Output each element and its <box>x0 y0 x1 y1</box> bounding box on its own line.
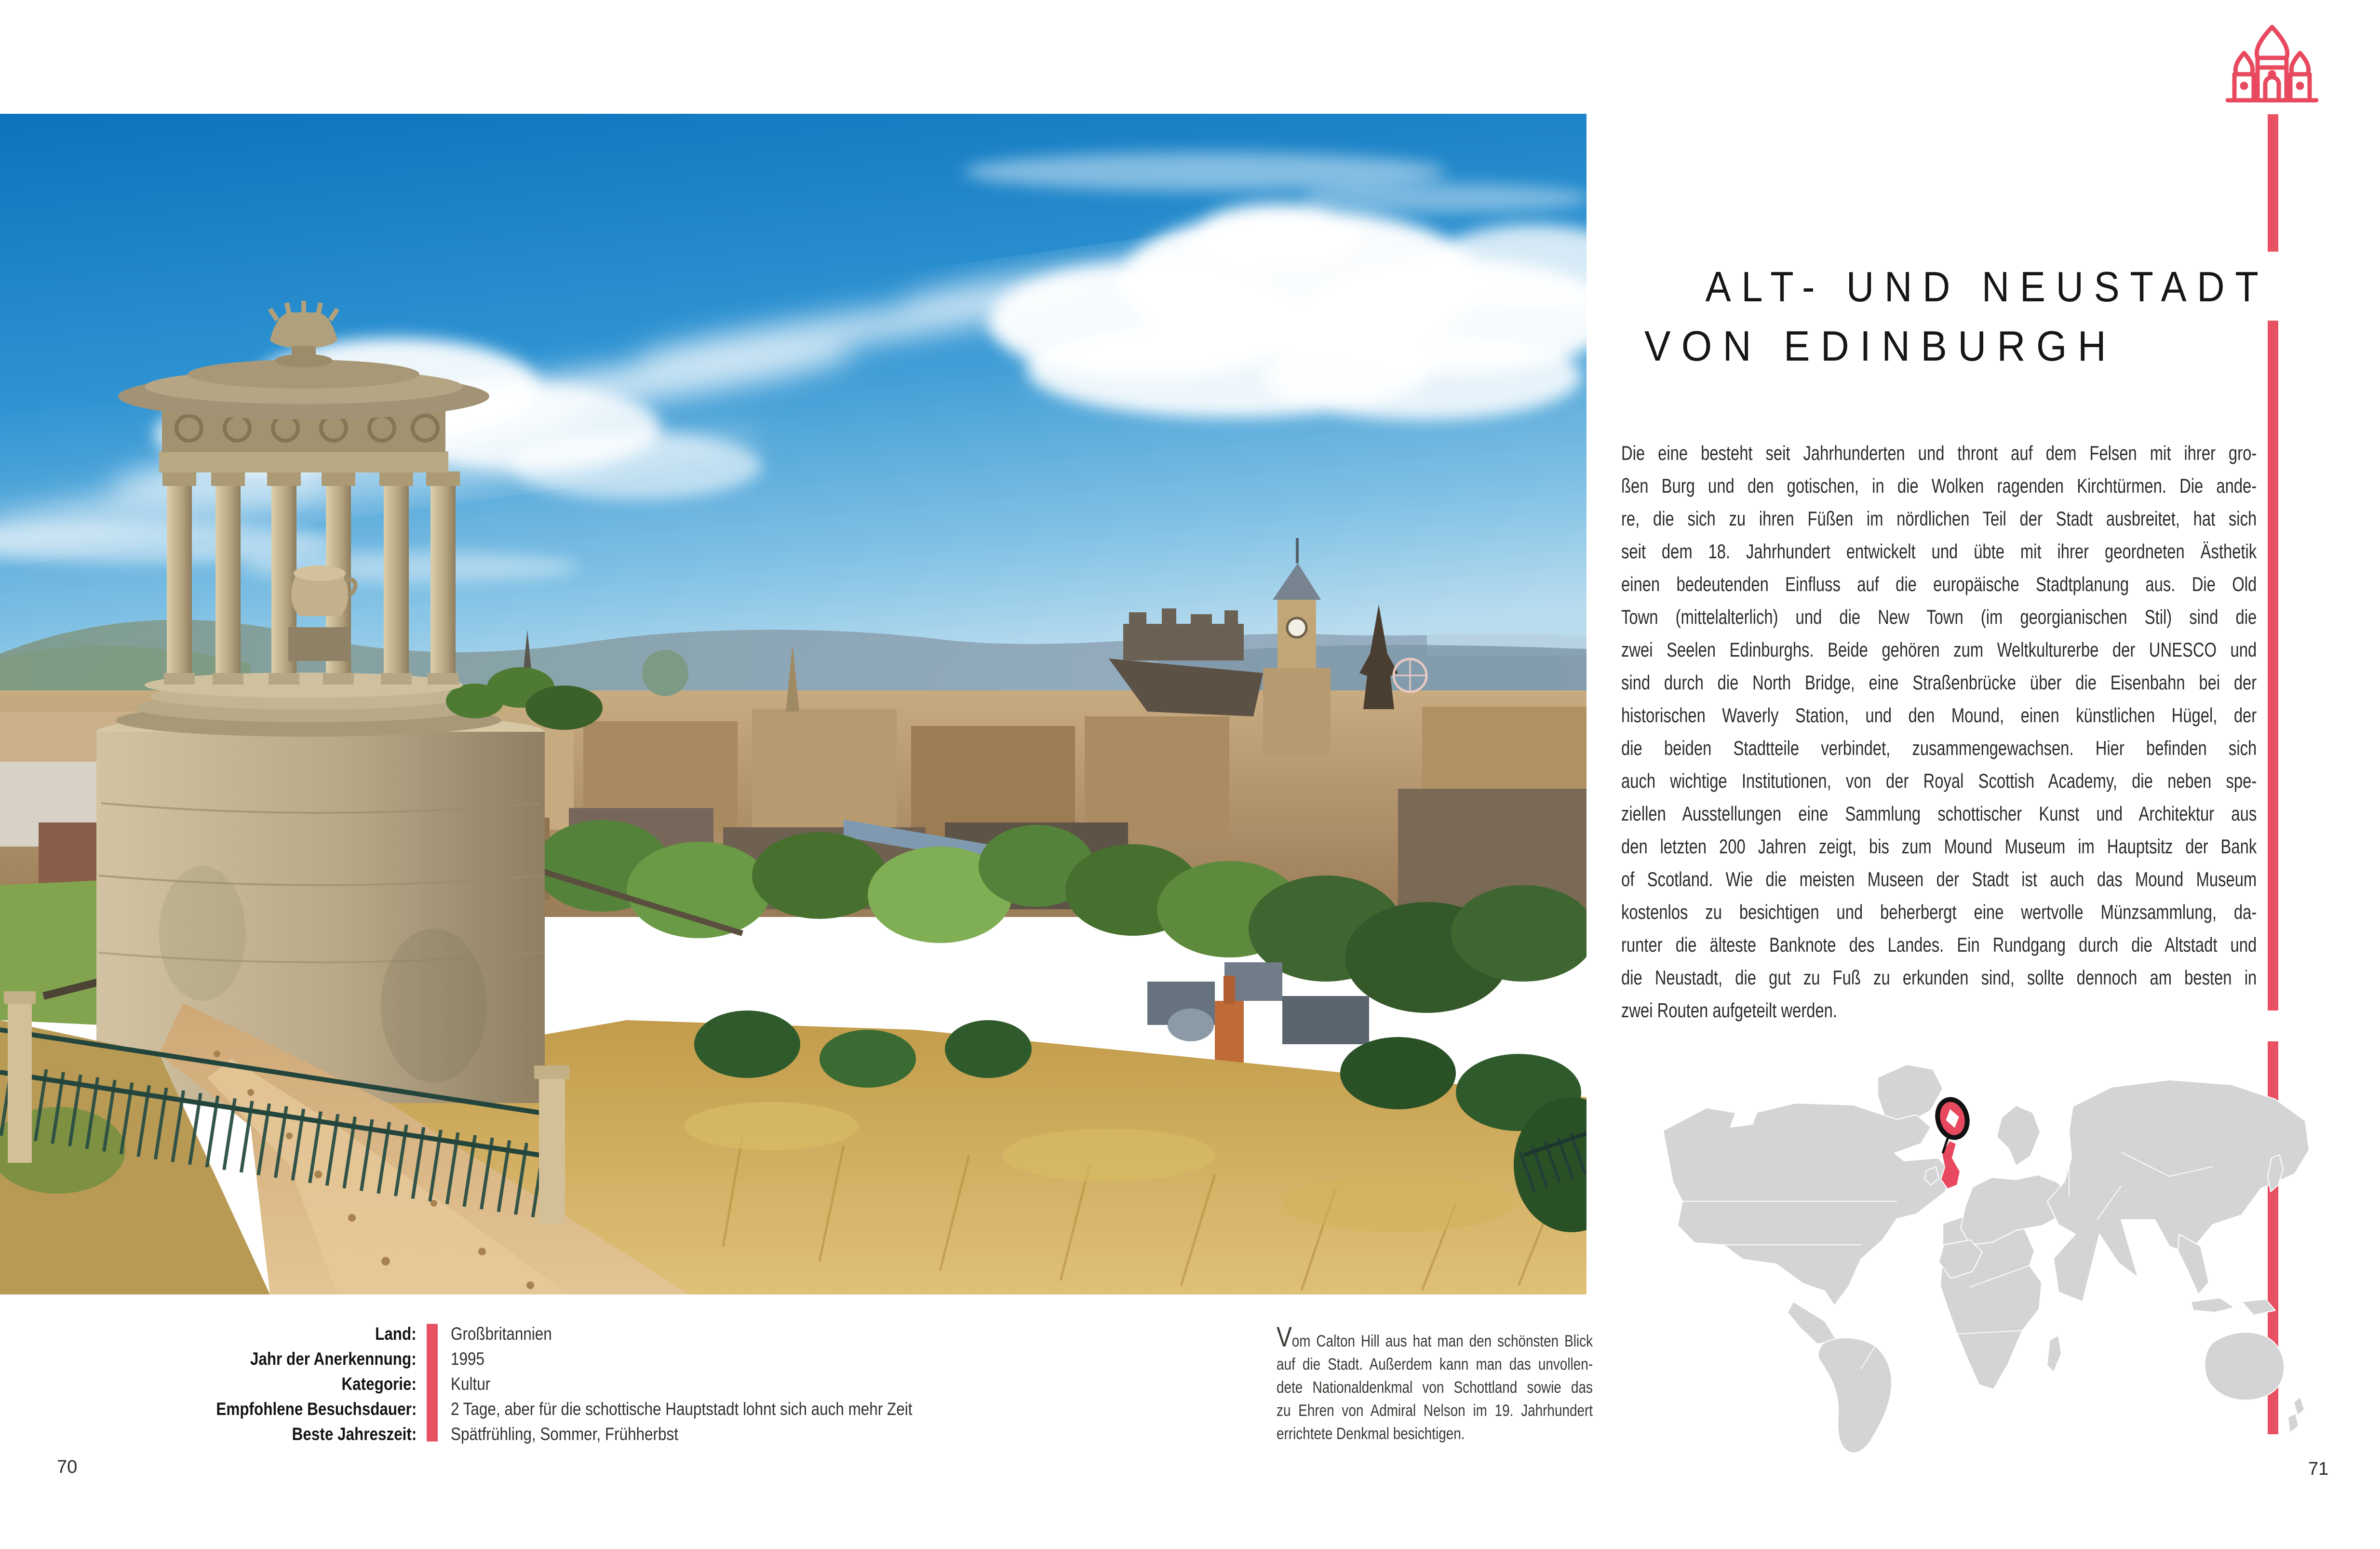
article-line: re, die sich zu ihren Füßen im nördlichen Teil der Stadt ausbreitet, hat sich <box>1621 507 2257 530</box>
article-line: die Neustadt, die gut zu Fuß zu erkunden sind, sollte dennoch am besten in <box>1621 966 2257 989</box>
article-line: den letzten 200 Jahren zeigt, bis zum Mound Museum im Hauptsitz der Bank <box>1621 835 2257 858</box>
article-line: auch wichtige Institutionen, von der Royal Scottish Academy, die neben spe- <box>1621 769 2257 792</box>
orthodox-cathedral-icon <box>2224 23 2320 110</box>
edinburgh-photo <box>0 114 1587 1294</box>
green-dome <box>642 650 688 696</box>
fact-value: Spätfrühling, Sommer, Frühherbst <box>451 1424 678 1444</box>
article-line: historischen Waverly Station, und den Mound, einen künstlichen Hügel, der <box>1621 704 2257 727</box>
article-line: ßen Burg und den gotischen, in die Wolken ragenden Kirchtürmen. Die ande- <box>1621 474 2257 497</box>
article-line: Die eine besteht seit Jahrhunderten und thront auf dem Felsen mit ihrer gro- <box>1621 442 2257 464</box>
article-line: einen bedeutenden Einfluss auf die europäische Stadtplanung aus. Die Old <box>1621 573 2257 595</box>
fact-row <box>0 1347 994 1372</box>
stone-post <box>8 999 32 1163</box>
stone-post <box>539 1074 565 1224</box>
photo-caption <box>1277 1321 1593 1445</box>
article-line: Town (mittelalterlich) und die New Town (im georgianischen Stil) sind die <box>1621 606 2257 628</box>
article-body <box>1621 437 2257 1027</box>
dropcap-letter: V <box>1277 1321 1292 1353</box>
article-line: of Scotland. Wie die meisten Museen der Stadt ist auch das Mound Museum <box>1621 868 2257 890</box>
caption-line: dete Nationaldenkmal von Schottland sowie das <box>1277 1378 1593 1397</box>
article-line: runter die älteste Banknote des Landes. Ein Rundgang durch die Altstadt und <box>1621 933 2257 956</box>
accent-bar-middle <box>2268 321 2278 1010</box>
caption-line: errichtete Denkmal besichtigen. <box>1277 1425 1465 1443</box>
article-line: zwei Routen aufgeteilt werden. <box>1621 999 1837 1022</box>
accent-bar-top <box>2268 114 2278 252</box>
fact-label: Land: <box>375 1324 417 1344</box>
article-line: die beiden Stadtteile verbindet, zusammengewachsen. Hier befinden sich <box>1621 737 2257 759</box>
continents <box>1663 1064 2309 1453</box>
fact-row <box>0 1372 994 1397</box>
fact-value: 1995 <box>451 1349 484 1369</box>
facts-block <box>0 1321 994 1447</box>
world-map <box>1634 1032 2314 1456</box>
article-line: zwei Seelen Edinburghs. Beide gehören zum Weltkulturerbe der UNESCO und <box>1621 638 2257 661</box>
fact-label: Empfohlene Besuchsdauer: <box>216 1399 417 1419</box>
fact-row <box>0 1321 994 1347</box>
page-number-left: 70 <box>57 1457 78 1477</box>
fact-value: Kultur <box>451 1374 491 1394</box>
page-number-right: 71 <box>2308 1459 2329 1479</box>
fact-label: Beste Jahreszeit: <box>292 1424 417 1444</box>
ferris-wheel <box>1394 659 1426 692</box>
article-line: sind durch die North Bridge, eine Straßenbrücke über die Eisenbahn bei der <box>1621 671 2257 694</box>
caption-line: zu Ehren von Admiral Nelson im 19. Jahrhundert <box>1277 1401 1593 1420</box>
fact-value: Großbritannien <box>451 1324 552 1344</box>
fact-value: 2 Tage, aber für die schottische Hauptstadt lohnt sich auch mehr Zeit <box>451 1399 913 1419</box>
caption-line: Vom Calton Hill aus hat man den schönsten Blick <box>1277 1321 1593 1353</box>
fact-label: Jahr der Anerkennung: <box>250 1349 417 1369</box>
article-line: seit dem 18. Jahrhundert entwickelt und übte mit ihrer geordneten Ästhetik <box>1621 540 2257 563</box>
article-line: kostenlos zu besichtigen und beherbergt eine wertvolle Münzsammlung, da- <box>1621 901 2257 923</box>
fact-label: Kategorie: <box>341 1374 417 1394</box>
caption-line: auf die Stadt. Außerdem kann man das unvollen- <box>1277 1355 1593 1374</box>
fact-row <box>0 1397 994 1422</box>
fact-row <box>0 1422 994 1447</box>
facts-accent-bar <box>427 1324 438 1441</box>
page-title-line-2: VON EDINBURGH <box>1644 322 2117 370</box>
page-title-line-1: ALT- UND NEUSTADT <box>1706 263 2269 310</box>
article-line: ziellen Ausstellungen eine Sammlung schottischer Kunst und Architektur aus <box>1621 802 2257 825</box>
